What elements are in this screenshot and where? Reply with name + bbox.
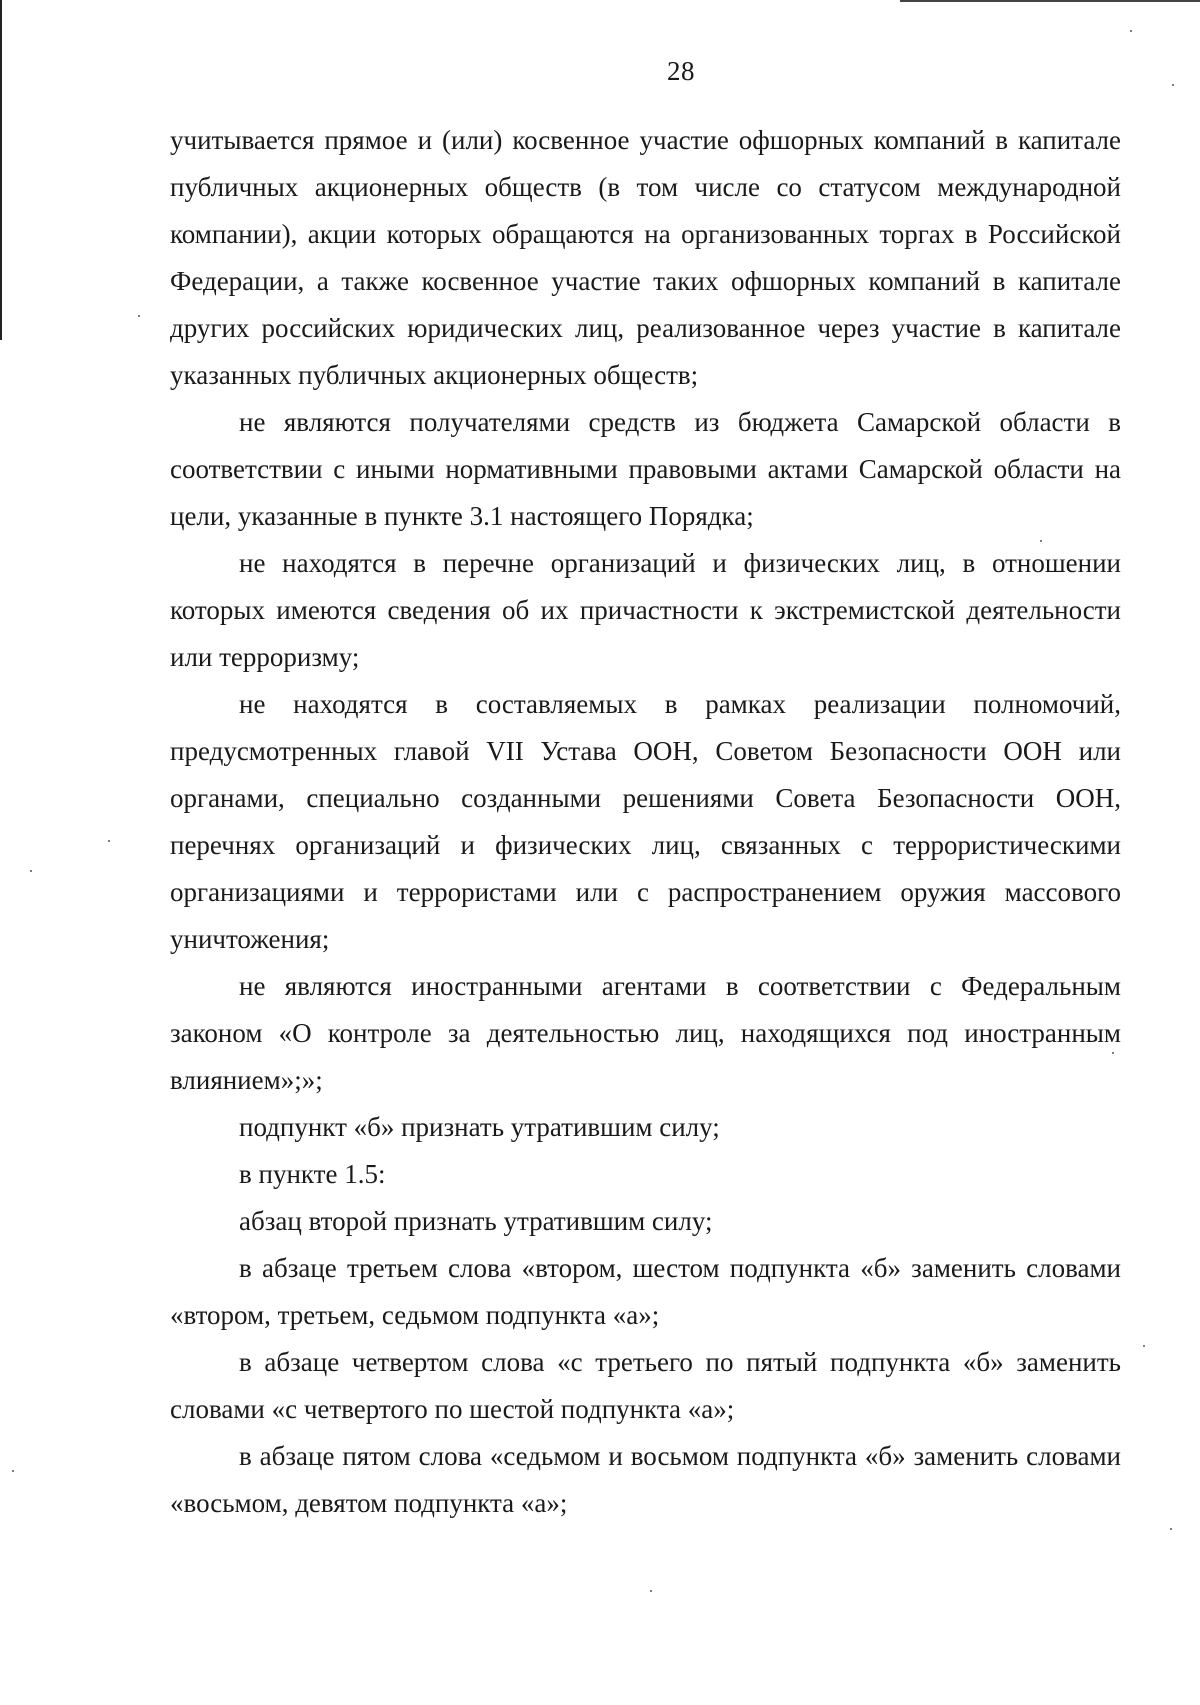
paragraph-10: в абзаце четвертом слова «с третьего по пятый подпункта «б» заменить словами «с четвертого по шестой подпункта «а»; (170, 1347, 1121, 1424)
paragraph-3: не находятся в перечне организаций и физических лиц, в отношении которых имеются сведения об их причастности к экстремистской деятельности или терроризму; (170, 548, 1121, 672)
paragraph-8: абзац второй признать утратившим силу; (239, 1206, 713, 1236)
paragraph-6: подпункт «б» признать утратившим силу; (239, 1112, 720, 1142)
paragraph-4: не находятся в составляемых в рамках реализации полномочий, предусмотренных главой VII Устава ООН, Советом Безопасности ООН или органами, специально созданными решениями Совета Безопасности ООН, перечнях организаций и физических лиц, связанных с террористическими организациями и террористами или с распространением оружия массового уничтожения; (170, 689, 1121, 954)
page-number: 28 (667, 56, 695, 86)
scan-speck (1143, 1345, 1145, 1347)
scan-speck (650, 1590, 652, 1592)
paragraph-11: в абзаце пятом слова «седьмом и восьмом подпункта «б» заменить словами «восьмом, девятом подпункта «а»; (170, 1441, 1121, 1518)
scan-speck (1172, 84, 1174, 86)
paragraph-9: в абзаце третьем слова «втором, шестом подпункта «б» заменить словами «втором, третьем, седьмом подпункта «а»; (170, 1253, 1121, 1330)
scan-speck (1040, 540, 1042, 542)
scan-speck (1170, 1528, 1172, 1530)
scan-speck (1112, 1052, 1114, 1054)
paragraph-2: не являются получателями средств из бюджета Самарской области в соответствии с иными нормативными правовыми актами Самарской области на цели, указанные в пункте 3.1 настоящего Порядка; (170, 407, 1121, 531)
document-body (170, 117, 1121, 1527)
paragraph-7: в пункте 1.5: (239, 1159, 386, 1189)
scan-edge-line-left (0, 0, 2, 340)
scan-speck (1130, 30, 1132, 32)
paragraph-1: учитывается прямое и (или) косвенное участие офшорных компаний в капитале публичных акционерных обществ (в том числе со статусом международной компании), акции которых обращаются на организованных торгах в Российской Федерации, а также косвенное участие таких офшорных компаний в капитале других российских юридических лиц, реализованное через участие в капитале указанных публичных акционерных обществ; (170, 125, 1121, 390)
scan-speck (12, 1470, 14, 1472)
paragraph-5: не являются иностранными агентами в соответствии с Федеральным законом «О контроле за деятельностью лиц, находящихся под иностранным влиянием»;»; (170, 971, 1121, 1095)
scan-speck (138, 315, 140, 317)
scan-speck (108, 840, 110, 842)
scan-speck (30, 870, 32, 872)
scan-edge-line-top (900, 0, 1200, 2)
